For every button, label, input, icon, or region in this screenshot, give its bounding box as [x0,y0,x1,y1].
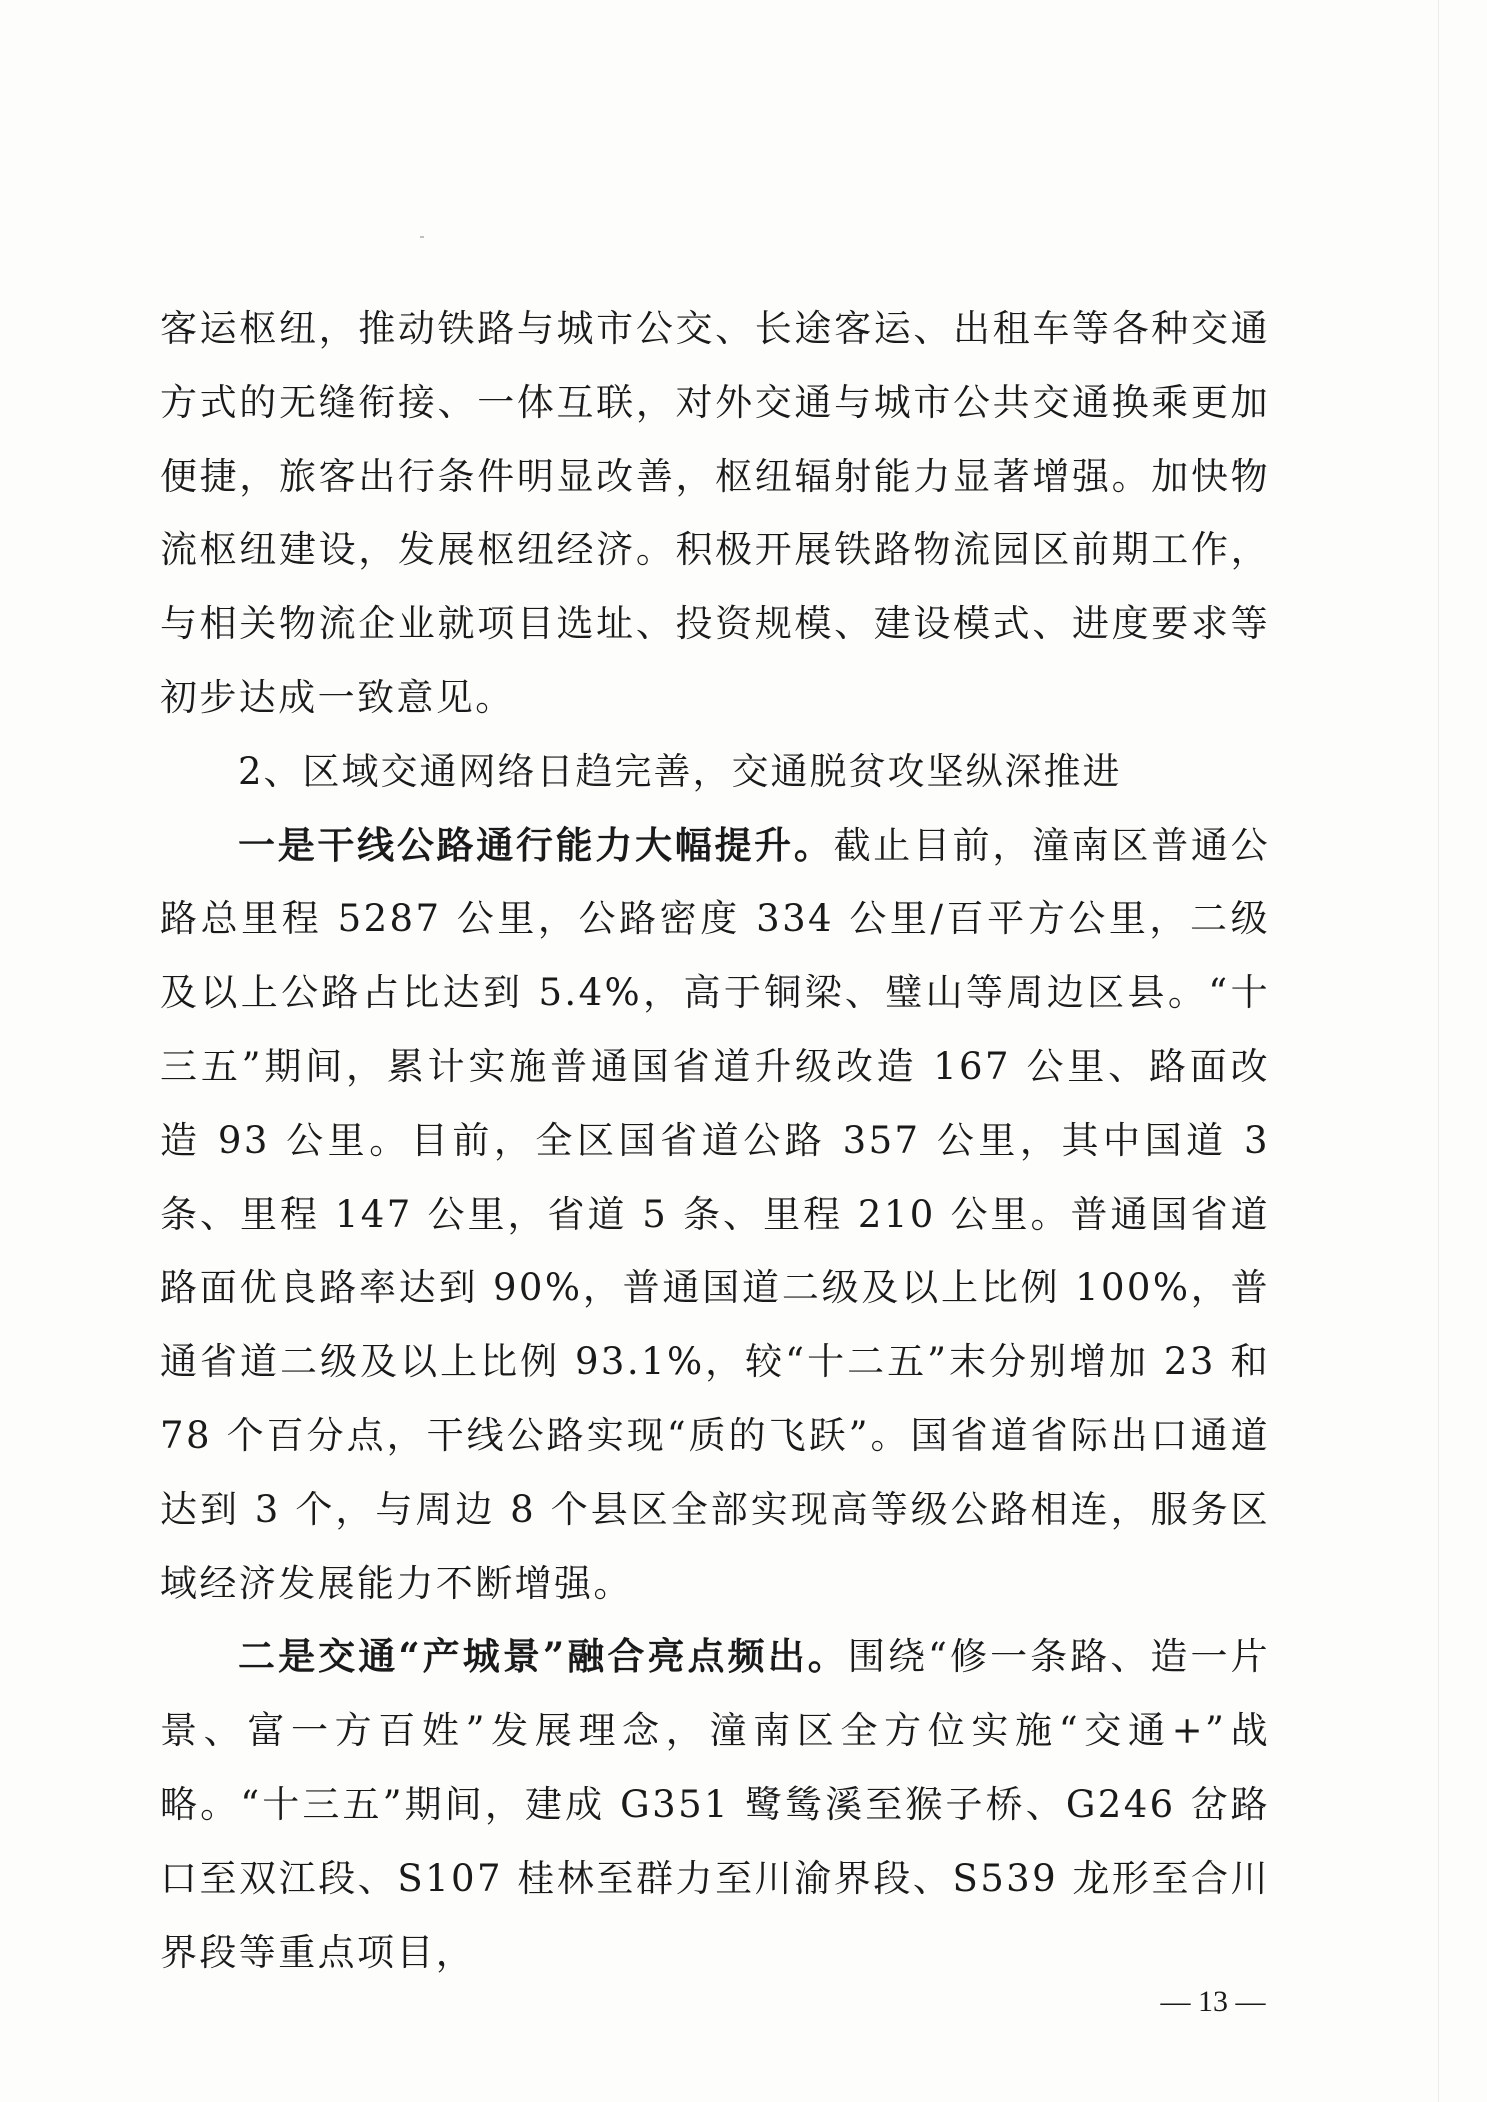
paragraph-trunk-roads-lead: 一是干线公路通行能力大幅提升。 [238,822,834,867]
paragraph-trunk-roads-text: 截止目前，潼南区普通公路总里程 5287 公里，公路密度 334 公里/百平方公里，二级及以上公路占比达到 5.4%，高于铜梁、璧山等周边区县。“十三五”期间，累计实施普通国省道升级改造 167 公里、路面改造 93 公里。目前，全区国省道公路 357 公里，其中国道 3 条、里程 147 公里，省道 5 条、里程 210 公里。普通国省道路面优良路率达到 90%，普通国道二级及以上比例 100%，普通省道二级及以上比例 93.1%，较“十二五”末分别增加 23 和 78 个百分点，干线公路实现“质的飞跃”。国省道省际出口通道达到 3 个，与周边 8 个县区全部实现高等级公路相连，服务区域经济发展能力不断增强。 [160,823,1270,1605]
paragraph-trunk-roads [160,809,1270,1621]
section-heading-regional-network: 2、区域交通网络日趋完善，交通脱贫攻坚纵深推进 [238,749,1122,793]
paragraph-industry-city-scenery-text: 围绕“修一条路、造一片景、富一方百姓”发展理念，潼南区全方位实施“交通+”战略。“十三五”期间，建成 G351 鹭鸶溪至猴子桥、G246 岔路口至双江段、S107 桂林至群力至川渝界段、S539 龙形至合川界段等重点项目， [160,1635,1270,1974]
paragraph-industry-city-scenery [160,1620,1270,1989]
scan-edge-line [1438,0,1439,2102]
paragraph-hub-construction-text: 客运枢纽，推动铁路与城市公交、长途客运、出租车等各种交通方式的无缝衔接、一体互联，对外交通与城市公共交通换乘更加便捷，旅客出行条件明显改善，枢纽辐射能力显著增强。加快物流枢纽建设，发展枢纽经济。积极开展铁路物流园区前期工作，与相关物流企业就项目选址、投资规模、建设模式、进度要求等初步达成一致意见。 [160,307,1270,719]
page-number: — 13 — [1160,1985,1266,2018]
paragraph-industry-city-scenery-lead: 二是交通“产城景”融合亮点频出。 [238,1634,848,1679]
scan-mark [420,236,424,238]
document-body [160,292,1270,1989]
paragraph-hub-construction [160,292,1270,735]
